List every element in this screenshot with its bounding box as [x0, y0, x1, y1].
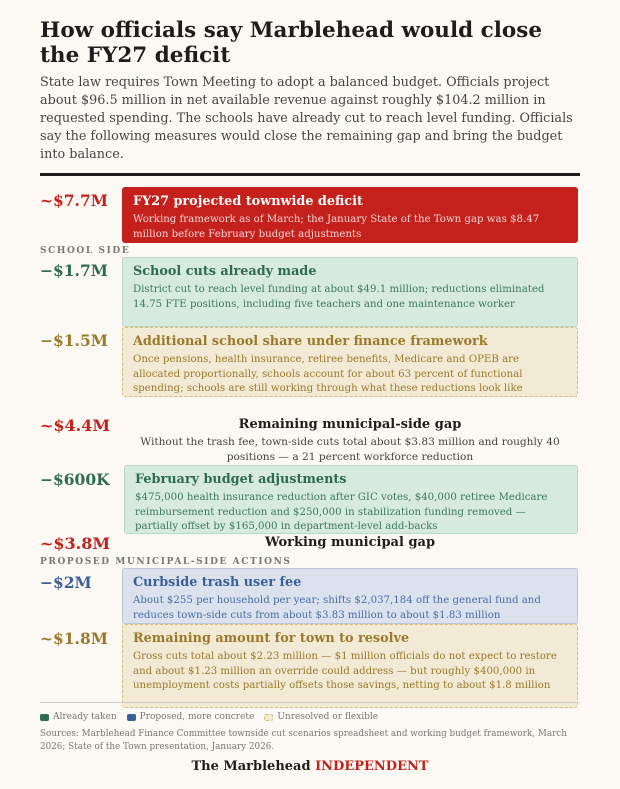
footer-divider [40, 702, 580, 703]
sources-note: Sources: Marblehead Finance Committee townside cut scenarios spreadsheet and working budget framework, March 2026; State of the Town presentation, January 2026. [40, 729, 567, 752]
legend-taken [40, 712, 117, 722]
school-cuts-box [122, 257, 578, 327]
trash-fee-desc: About $255 per household per year; shifts $2,037,184 off the general fund and reduces town-side cuts from about $3.83 million to about $1.83 million [133, 595, 541, 621]
brand-accent: INDEPENDENT [315, 759, 429, 774]
divider [40, 173, 580, 176]
legend-taken-swatch [40, 714, 49, 721]
working-gap-amount: ~$3.8M [40, 534, 111, 553]
trash-fee-title: Curbside trash user fee [133, 575, 302, 590]
remaining-gap-desc: Without the trash fee, town-side cuts total about $3.83 million and roughly 40 positions — a 21 percent workforce reduction [140, 436, 560, 463]
deficit-desc: Working framework as of March; the January State of the Town gap was $8.47 million before February budget adjustments [133, 214, 540, 240]
feb-adjust-desc: $475,000 health insurance reduction after GIC votes, $40,000 retiree Medicare reimbursement reduction and $250,000 in stabilization funding removed — partially offset by $165,000 in department-level add-backs [135, 492, 548, 533]
legend-taken-label: Already taken [53, 712, 117, 722]
deficit-title: FY27 projected townwide deficit [133, 194, 363, 209]
trash-fee-amount: −$2M [40, 573, 92, 592]
brand-name: The Marblehead [191, 759, 316, 774]
deficit-amount: ~$7.7M [40, 191, 108, 210]
remaining-town-box [122, 624, 578, 708]
municipal-section-label: PROPOSED MUNICIPAL-SIDE ACTIONS [40, 557, 292, 567]
remaining-town-desc: Gross cuts total about $2.23 million — $1 million officials do not expect to restore and about $1.23 million an override could address — but roughly $400,000 in unemployment costs partially offsets those savings, netting to about $1.8 million [133, 651, 557, 692]
deficit-box [122, 187, 578, 243]
remaining-gap-amount: ~$4.4M [40, 416, 111, 435]
feb-adjust-amount: −$600K [40, 470, 110, 489]
remaining-gap-title: Remaining municipal-side gap [238, 417, 462, 432]
school-section-label: SCHOOL SIDE [40, 246, 131, 256]
working-gap-title: Working municipal gap [264, 535, 436, 550]
trash-fee-box [122, 568, 578, 624]
school-share-box [122, 327, 578, 397]
school-cuts-desc: District cut to reach level funding at about $49.1 million; reductions eliminated 14.75 FTE positions, including five teachers and one maintenance worker [133, 284, 545, 310]
remaining-town-amount: ~$1.8M [40, 629, 108, 648]
school-cuts-amount: −$1.7M [40, 261, 108, 280]
page-title: How officials say Marblehead would close the FY27 deficit [40, 18, 543, 68]
legend [40, 712, 382, 722]
feb-adjust-title: February budget adjustments [135, 472, 347, 487]
school-share-title: Additional school share under finance framework [133, 334, 488, 349]
legend-unresolved-label: Unresolved or flexible [277, 712, 379, 722]
legend-proposed-label: Proposed, more concrete [139, 712, 255, 722]
remaining-town-title: Remaining amount for town to resolve [133, 631, 410, 646]
feb-adjust-box [124, 465, 578, 534]
legend-proposed [127, 712, 255, 722]
school-cuts-title: School cuts already made [133, 264, 317, 279]
infographic [40, 18, 580, 774]
legend-unresolved [264, 712, 378, 722]
legend-unresolved-swatch [264, 714, 273, 721]
legend-proposed-swatch [127, 714, 136, 721]
publication-brand [40, 759, 580, 774]
school-share-desc: Once pensions, health insurance, retiree benefits, Medicare and OPEB are allocated proportionally, schools account for about 63 percent of functional spending; schools are still working through what these reductions look like [133, 354, 523, 395]
school-share-amount: −$1.5M [40, 331, 108, 350]
intro-text: State law requires Town Meeting to adopt a balanced budget. Officials project about $96.5 million in net available revenue against roughly $104.2 million in requested spending. The schools have already cut to reach level funding. Officials say the following measures would close the remaining gap and bring the budget into balance. [40, 75, 573, 162]
